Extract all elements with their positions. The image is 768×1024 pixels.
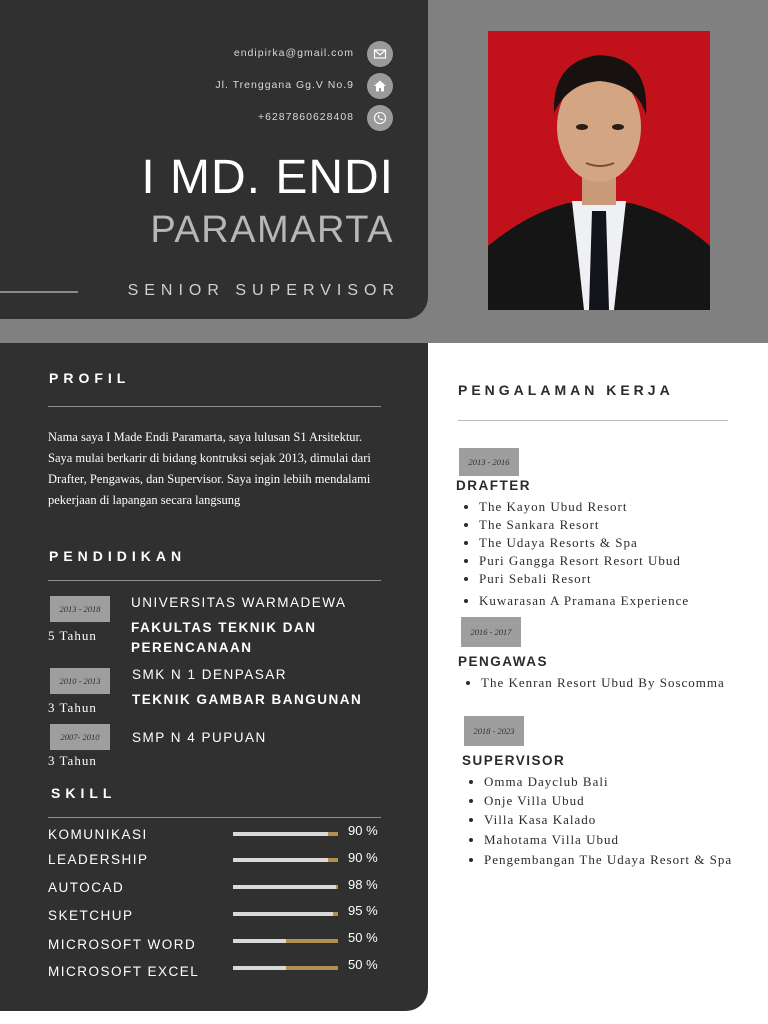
- edu-school: SMK N 1 DENPASAR: [132, 667, 288, 682]
- skill-name: SKETCHUP: [48, 908, 134, 923]
- edu-school: UNIVERSITAS WARMADEWA: [131, 595, 347, 610]
- skill-progress-fill: [233, 858, 328, 862]
- skill-progress-bar: [233, 832, 338, 836]
- profil-heading: PROFIL: [49, 370, 131, 386]
- skill-percent: 50 %: [348, 957, 378, 972]
- skill-name: MICROSOFT EXCEL: [48, 964, 200, 979]
- pengalaman-divider: [458, 420, 728, 421]
- edu-duration: 3 Tahun: [48, 753, 97, 768]
- edu-faculty: FAKULTAS TEKNIK DAN PERENCANAAN: [131, 620, 317, 655]
- skill-progress-fill: [233, 912, 333, 916]
- project-item: • Puri Sebali Resort: [479, 570, 759, 588]
- job-year-badge: 2013 - 2016: [459, 448, 519, 476]
- skill-percent: 90 %: [348, 850, 378, 865]
- job-year-badge: 2018 - 2023: [464, 716, 524, 746]
- edu-year-badge: 2007- 2010: [50, 724, 110, 750]
- project-item: • The Sankara Resort: [479, 516, 759, 534]
- skill-divider: [48, 817, 381, 818]
- edu-school: SMP N 4 PUPUAN: [132, 730, 267, 745]
- job-projects: [463, 498, 759, 610]
- skill-progress-fill: [233, 966, 286, 970]
- edu-duration: 5 Tahun: [48, 628, 97, 643]
- job-role: DRAFTER: [456, 478, 531, 493]
- skill-progress-bar: [233, 912, 338, 916]
- job-title: SENIOR SUPERVISOR: [127, 282, 400, 299]
- edu-year-badge: 2013 - 2018: [50, 596, 110, 622]
- profile-photo: [488, 31, 710, 310]
- skill-progress-bar: [233, 939, 338, 943]
- skill-name: LEADERSHIP: [48, 852, 149, 867]
- envelope-icon: [367, 41, 393, 67]
- edu-faculty: TEKNIK GAMBAR BANGUNAN: [132, 692, 363, 707]
- job-projects: [465, 674, 731, 692]
- profil-divider: [48, 406, 381, 407]
- skill-name: KOMUNIKASI: [48, 827, 148, 842]
- contact-address: Jl. Trenggana Gg.V No.9: [215, 79, 354, 91]
- project-item: • Onje Villa Ubud: [484, 792, 754, 810]
- skill-name: MICROSOFT WORD: [48, 937, 197, 952]
- skill-percent: 95 %: [348, 903, 378, 918]
- skill-progress-bar: [233, 858, 338, 862]
- contact-email[interactable]: endipirka@gmail.com: [233, 47, 354, 59]
- pendidikan-divider: [48, 580, 381, 581]
- home-icon: [367, 73, 393, 99]
- skill-name: AUTOCAD: [48, 880, 125, 895]
- job-projects: [468, 773, 754, 869]
- skill-progress-fill: [233, 939, 286, 943]
- project-item: • Pengembangan The Udaya Resort & Spa: [484, 851, 754, 869]
- skill-percent: 50 %: [348, 930, 378, 945]
- project-item: • Mahotama Villa Ubud: [484, 831, 754, 849]
- edu-year-badge: 2010 - 2013: [50, 668, 110, 694]
- skill-progress-bar: [233, 966, 338, 970]
- skill-heading: SKILL: [51, 785, 117, 801]
- skill-progress-fill: [233, 885, 336, 889]
- project-item: • Puri Gangga Resort Resort Ubud: [479, 552, 759, 570]
- phone-icon: [367, 105, 393, 131]
- project-item: • The Kenran Resort Ubud By Soscomma: [481, 674, 731, 692]
- project-item: • Omma Dayclub Bali: [484, 773, 754, 791]
- pengalaman-heading: PENGALAMAN KERJA: [458, 382, 674, 398]
- skill-progress-bar: [233, 885, 338, 889]
- skill-percent: 90 %: [348, 823, 378, 838]
- edu-duration: 3 Tahun: [48, 700, 97, 715]
- skill-progress-fill: [233, 832, 328, 836]
- name-first: I MD. ENDI: [141, 151, 394, 204]
- project-item: • The Kayon Ubud Resort: [479, 498, 759, 516]
- pendidikan-heading: PENDIDIKAN: [49, 548, 187, 564]
- title-divider: [0, 291, 78, 293]
- job-role: PENGAWAS: [458, 654, 549, 669]
- project-item: • Kuwarasan A Pramana Experience: [479, 592, 759, 610]
- project-item: • Villa Kasa Kalado: [484, 811, 754, 829]
- contact-phone[interactable]: +6287860628408: [257, 111, 354, 123]
- profil-text: Nama saya I Made Endi Paramarta, saya lulusan S1 Arsitektur. Saya mulai berkarir di bidang kontruksi sejak 2013, dimulai dari Drafter, Pengawas, dan Supervisor. Saya ingin lebiih mendalami pekerjaan di lapangan secara langsung: [48, 430, 371, 507]
- job-year-badge: 2016 - 2017: [461, 617, 521, 647]
- job-role: SUPERVISOR: [462, 753, 566, 768]
- skill-percent: 98 %: [348, 877, 378, 892]
- project-item: • The Udaya Resorts & Spa: [479, 534, 759, 552]
- name-last: PARAMARTA: [150, 209, 394, 251]
